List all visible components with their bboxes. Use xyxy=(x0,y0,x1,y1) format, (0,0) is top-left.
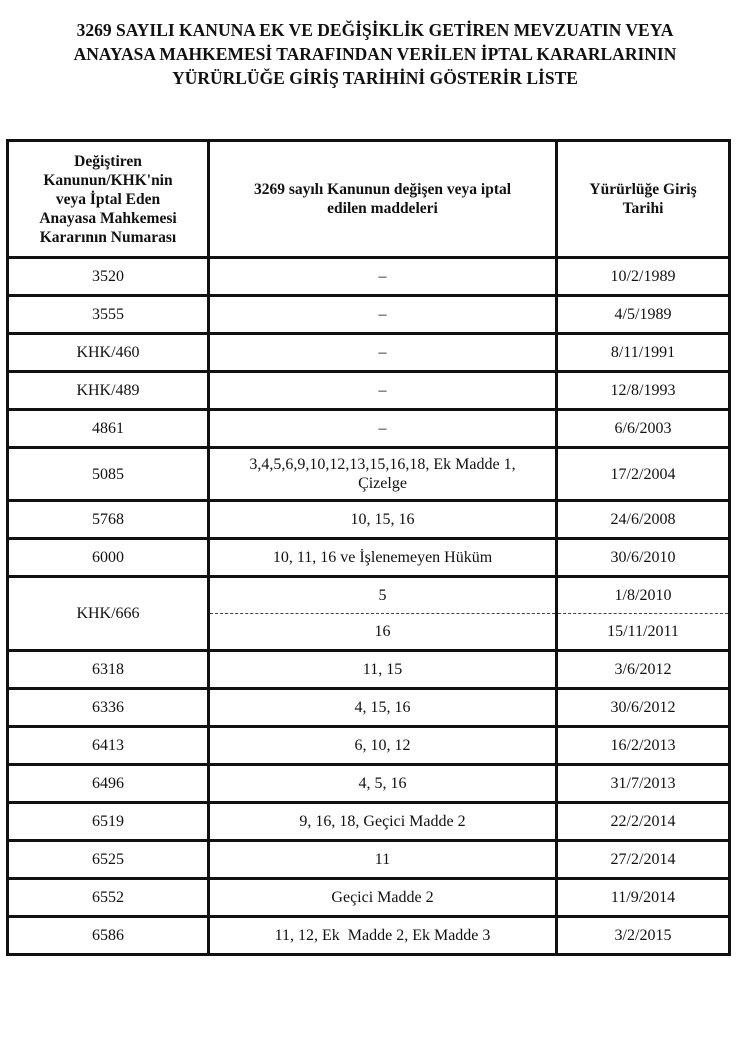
cell-date: 4/5/1989 xyxy=(557,296,730,334)
cell-date: 16/2/2013 xyxy=(557,727,730,765)
cell-number: 6519 xyxy=(8,803,209,841)
table-row xyxy=(8,803,730,841)
cell-number: 6496 xyxy=(8,765,209,803)
cell-articles: 10, 15, 16 xyxy=(209,501,557,539)
cell-date: 3/2/2015 xyxy=(557,917,730,955)
table-row xyxy=(8,727,730,765)
cell-number: KHK/489 xyxy=(8,372,209,410)
cell-date: 12/8/1993 xyxy=(557,372,730,410)
cell-number: 6318 xyxy=(8,651,209,689)
cell-articles: – xyxy=(209,334,557,372)
title-line-2: ANAYASA MAHKEMESİ TARAFINDAN VERİLEN İPTAL KARARLARININ xyxy=(73,44,677,64)
cell-articles: 11 xyxy=(209,841,557,879)
cell-number: 6552 xyxy=(8,879,209,917)
cell-articles: – xyxy=(209,410,557,448)
cell-number: 4861 xyxy=(8,410,209,448)
header-line: Tarihi xyxy=(622,200,664,217)
table-row xyxy=(8,372,730,410)
cell-number: KHK/666 xyxy=(8,577,209,651)
cell-date: 30/6/2012 xyxy=(557,689,730,727)
table-row xyxy=(8,296,730,334)
cell-articles: – xyxy=(209,296,557,334)
cell-number: 5768 xyxy=(8,501,209,539)
header-articles xyxy=(209,141,557,258)
cell-articles: 11, 12, Ek Madde 2, Ek Madde 3 xyxy=(209,917,557,955)
table-row xyxy=(8,501,730,539)
cell-number: 6336 xyxy=(8,689,209,727)
articles-line: 3,4,5,6,9,10,12,13,15,16,18, Ek Madde 1, xyxy=(249,456,516,473)
header-line: 3269 sayılı Kanunun değişen veya iptal xyxy=(253,181,512,198)
cell-number: 6000 xyxy=(8,539,209,577)
cell-articles: – xyxy=(209,372,557,410)
cell-articles: – xyxy=(209,258,557,296)
effective-dates-table xyxy=(6,139,731,956)
document-title xyxy=(0,18,750,90)
cell-date: 27/2/2014 xyxy=(557,841,730,879)
table-row xyxy=(8,879,730,917)
table-row xyxy=(8,448,730,501)
title-line-3: YÜRÜRLÜĞE GİRİŞ TARİHİNİ GÖSTERİR LİSTE xyxy=(172,68,578,88)
cell-date: 6/6/2003 xyxy=(557,410,730,448)
table-row xyxy=(8,841,730,879)
cell-articles: Geçici Madde 2 xyxy=(209,879,557,917)
header-amending-number xyxy=(8,141,209,258)
cell-articles: 11, 15 xyxy=(209,651,557,689)
cell-articles: 16 xyxy=(209,614,557,651)
cell-date: 22/2/2014 xyxy=(557,803,730,841)
table-header-row xyxy=(8,141,730,258)
header-line: edilen maddeleri xyxy=(327,200,438,217)
cell-number: 3520 xyxy=(8,258,209,296)
header-line: Kararının Numarası xyxy=(39,228,177,246)
cell-number: 5085 xyxy=(8,448,209,501)
table-row xyxy=(8,689,730,727)
cell-articles: 5 xyxy=(209,577,557,614)
cell-articles: 9, 16, 18, Geçici Madde 2 xyxy=(209,803,557,841)
cell-number: 6413 xyxy=(8,727,209,765)
cell-date: 31/7/2013 xyxy=(557,765,730,803)
cell-number: 3555 xyxy=(8,296,209,334)
cell-articles xyxy=(209,448,557,501)
cell-date: 10/2/1989 xyxy=(557,258,730,296)
cell-date: 11/9/2014 xyxy=(557,879,730,917)
header-line: Anayasa Mahkemesi xyxy=(39,209,177,227)
header-line: Kanunun/KHK'nin xyxy=(43,171,173,189)
cell-date: 17/2/2004 xyxy=(557,448,730,501)
cell-date: 8/11/1991 xyxy=(557,334,730,372)
table-row xyxy=(8,334,730,372)
header-line: Değiştiren xyxy=(74,152,142,170)
table-row xyxy=(8,765,730,803)
title-line-1: 3269 SAYILI KANUNA EK VE DEĞİŞİKLİK GETİREN MEVZUATIN VEYA xyxy=(76,20,674,40)
header-effective-date xyxy=(557,141,730,258)
cell-articles: 10, 11, 16 ve İşlenemeyen Hüküm xyxy=(209,539,557,577)
cell-date: 1/8/2010 xyxy=(557,577,730,614)
cell-articles: 4, 5, 16 xyxy=(209,765,557,803)
table-row xyxy=(8,917,730,955)
cell-date: 30/6/2010 xyxy=(557,539,730,577)
cell-date: 3/6/2012 xyxy=(557,651,730,689)
header-line: veya İptal Eden xyxy=(55,190,161,208)
cell-date: 24/6/2008 xyxy=(557,501,730,539)
header-line: Yürürlüğe Giriş xyxy=(589,181,697,198)
table-row xyxy=(8,577,730,614)
table-row xyxy=(8,258,730,296)
cell-number: 6525 xyxy=(8,841,209,879)
cell-articles: 4, 15, 16 xyxy=(209,689,557,727)
articles-line: Çizelge xyxy=(358,475,407,492)
cell-date: 15/11/2011 xyxy=(557,614,730,651)
table-row xyxy=(8,651,730,689)
table-row xyxy=(8,410,730,448)
cell-articles: 6, 10, 12 xyxy=(209,727,557,765)
table-row xyxy=(8,539,730,577)
cell-number: KHK/460 xyxy=(8,334,209,372)
cell-number: 6586 xyxy=(8,917,209,955)
